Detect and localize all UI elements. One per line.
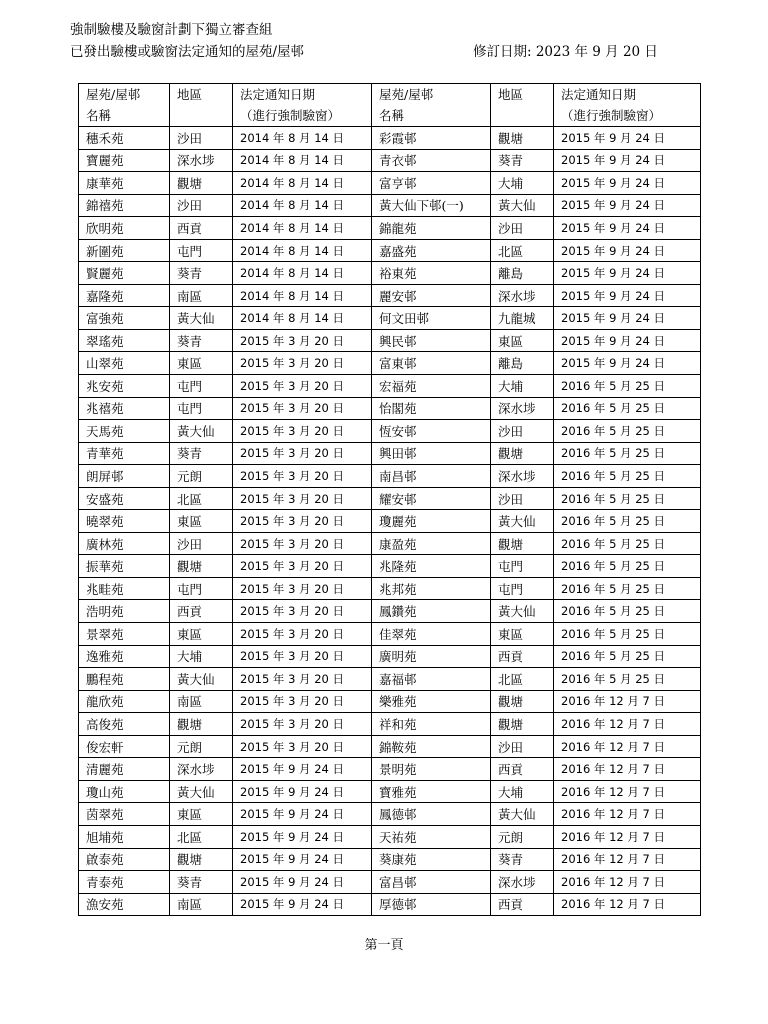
cell-notice-date: 2016 年 12 月 7 日: [554, 758, 701, 781]
cell-district: 東區: [491, 623, 554, 646]
cell-district: 東區: [170, 623, 233, 646]
cell-district: 黃大仙: [170, 307, 233, 330]
cell-notice-date: 2016 年 5 月 25 日: [554, 510, 701, 533]
table-row: [79, 307, 701, 330]
cell-notice-date: 2015 年 3 月 20 日: [233, 375, 372, 398]
cell-district: 觀塘: [170, 713, 233, 736]
cell-notice-date: 2015 年 3 月 20 日: [233, 600, 372, 623]
table-row: [79, 262, 701, 285]
cell-notice-date: 2015 年 3 月 20 日: [233, 555, 372, 578]
cell-notice-date: 2015 年 9 月 24 日: [233, 848, 372, 871]
revision-date: 修訂日期: 2023 年 9 月 20 日: [473, 44, 658, 60]
cell-district: 元朗: [170, 465, 233, 488]
cell-estate-name: 振華苑: [79, 555, 170, 578]
cell-district: 西貢: [170, 217, 233, 240]
cell-district: 觀塘: [170, 172, 233, 195]
header-notice-date: 法定通知日期: [233, 84, 372, 106]
cell-estate-name: 錦禧苑: [79, 194, 170, 217]
cell-notice-date: 2016 年 12 月 7 日: [554, 713, 701, 736]
cell-notice-date: 2016 年 12 月 7 日: [554, 848, 701, 871]
table-row: [79, 352, 701, 375]
cell-district: 深水埗: [170, 758, 233, 781]
cell-notice-date: 2014 年 8 月 14 日: [233, 127, 372, 150]
cell-estate-name: 何文田邨: [372, 307, 491, 330]
cell-district: 北區: [170, 825, 233, 848]
cell-estate-name: 麗安邨: [372, 284, 491, 307]
cell-estate-name: 清麗苑: [79, 758, 170, 781]
cell-estate-name: 景翠苑: [79, 623, 170, 646]
table-body: [79, 127, 701, 916]
cell-estate-name: 彩霞邨: [372, 127, 491, 150]
cell-estate-name: 樂雅苑: [372, 690, 491, 713]
cell-district: 屯門: [170, 239, 233, 262]
cell-estate-name: 兆畦苑: [79, 577, 170, 600]
cell-notice-date: 2015 年 9 月 24 日: [554, 284, 701, 307]
table-row: [79, 645, 701, 668]
cell-estate-name: 興民邨: [372, 329, 491, 352]
cell-district: 沙田: [491, 735, 554, 758]
header-estate-name-2: 屋苑/屋邨: [372, 84, 491, 106]
cell-district: 觀塘: [170, 555, 233, 578]
table-row: [79, 668, 701, 691]
table-row: [79, 532, 701, 555]
cell-notice-date: 2014 年 8 月 14 日: [233, 239, 372, 262]
cell-notice-date: 2016 年 5 月 25 日: [554, 577, 701, 600]
cell-district: 黃大仙: [170, 668, 233, 691]
cell-estate-name: 賢麗苑: [79, 262, 170, 285]
cell-district: 南區: [170, 284, 233, 307]
cell-estate-name: 青泰苑: [79, 871, 170, 894]
table-row: [79, 397, 701, 420]
cell-estate-name: 寶麗苑: [79, 149, 170, 172]
cell-notice-date: 2016 年 5 月 25 日: [554, 623, 701, 646]
cell-district: 南區: [170, 690, 233, 713]
cell-notice-date: 2016 年 5 月 25 日: [554, 600, 701, 623]
table-row: [79, 893, 701, 916]
cell-notice-date: 2016 年 12 月 7 日: [554, 735, 701, 758]
cell-estate-name: 新圍苑: [79, 239, 170, 262]
cell-notice-date: 2015 年 3 月 20 日: [233, 510, 372, 533]
cell-notice-date: 2015 年 9 月 24 日: [233, 803, 372, 826]
cell-notice-date: 2015 年 9 月 24 日: [233, 893, 372, 916]
cell-notice-date: 2015 年 3 月 20 日: [233, 465, 372, 488]
cell-district: 九龍城: [491, 307, 554, 330]
cell-district: 屯門: [170, 577, 233, 600]
table-row: [79, 600, 701, 623]
cell-estate-name: 朗屏邨: [79, 465, 170, 488]
cell-estate-name: 厚德邨: [372, 893, 491, 916]
cell-notice-date: 2015 年 3 月 20 日: [233, 352, 372, 375]
cell-estate-name: 青衣邨: [372, 149, 491, 172]
cell-district: 東區: [170, 803, 233, 826]
table-row: [79, 825, 701, 848]
cell-estate-name: 山翠苑: [79, 352, 170, 375]
header-district-2: 地區: [491, 84, 554, 127]
cell-notice-date: 2015 年 3 月 20 日: [233, 668, 372, 691]
table-row: [79, 555, 701, 578]
cell-estate-name: 鵬程苑: [79, 668, 170, 691]
cell-notice-date: 2016 年 5 月 25 日: [554, 465, 701, 488]
cell-notice-date: 2016 年 12 月 7 日: [554, 893, 701, 916]
cell-notice-date: 2015 年 9 月 24 日: [554, 262, 701, 285]
cell-estate-name: 瓊山苑: [79, 780, 170, 803]
cell-district: 元朗: [170, 735, 233, 758]
cell-district: 大埔: [491, 780, 554, 803]
cell-district: 屯門: [491, 577, 554, 600]
cell-estate-name: 曉翠苑: [79, 510, 170, 533]
cell-notice-date: 2015 年 9 月 24 日: [233, 758, 372, 781]
cell-district: 沙田: [491, 487, 554, 510]
table-row: [79, 420, 701, 443]
cell-estate-name: 龍欣苑: [79, 690, 170, 713]
cell-notice-date: 2015 年 9 月 24 日: [554, 217, 701, 240]
cell-estate-name: 怡閣苑: [372, 397, 491, 420]
cell-district: 沙田: [170, 127, 233, 150]
cell-district: 黃大仙: [491, 803, 554, 826]
cell-notice-date: 2015 年 9 月 24 日: [554, 239, 701, 262]
cell-district: 大埔: [170, 645, 233, 668]
header-notice-date-sub-2: （進行強制驗窗）: [554, 105, 701, 127]
cell-district: 葵青: [170, 262, 233, 285]
cell-district: 深水埗: [170, 149, 233, 172]
cell-notice-date: 2016 年 12 月 7 日: [554, 780, 701, 803]
cell-notice-date: 2015 年 9 月 24 日: [554, 194, 701, 217]
header-notice-date-2: 法定通知日期: [554, 84, 701, 106]
cell-notice-date: 2015 年 3 月 20 日: [233, 577, 372, 600]
cell-notice-date: 2015 年 3 月 20 日: [233, 623, 372, 646]
cell-notice-date: 2015 年 3 月 20 日: [233, 487, 372, 510]
cell-estate-name: 嘉隆苑: [79, 284, 170, 307]
cell-estate-name: 黃大仙下邨(一): [372, 194, 491, 217]
cell-estate-name: 鳳德邨: [372, 803, 491, 826]
cell-district: 葵青: [170, 442, 233, 465]
cell-estate-name: 康華苑: [79, 172, 170, 195]
cell-estate-name: 廣林苑: [79, 532, 170, 555]
cell-district: 觀塘: [170, 848, 233, 871]
cell-district: 北區: [170, 487, 233, 510]
cell-district: 黃大仙: [170, 780, 233, 803]
cell-estate-name: 天祐苑: [372, 825, 491, 848]
header-estate-name-sub: 名稱: [79, 105, 170, 127]
cell-district: 西貢: [491, 645, 554, 668]
cell-district: 東區: [491, 329, 554, 352]
cell-estate-name: 兆邦苑: [372, 577, 491, 600]
cell-notice-date: 2015 年 3 月 20 日: [233, 645, 372, 668]
cell-district: 葵青: [491, 848, 554, 871]
table-row: [79, 510, 701, 533]
cell-notice-date: 2015 年 3 月 20 日: [233, 690, 372, 713]
cell-district: 觀塘: [491, 690, 554, 713]
cell-estate-name: 兆安苑: [79, 375, 170, 398]
table-row: [79, 375, 701, 398]
cell-district: 沙田: [170, 194, 233, 217]
cell-district: 南區: [170, 893, 233, 916]
cell-notice-date: 2016 年 12 月 7 日: [554, 825, 701, 848]
table-row: [79, 465, 701, 488]
cell-estate-name: 翠瑤苑: [79, 329, 170, 352]
cell-estate-name: 富強苑: [79, 307, 170, 330]
cell-estate-name: 裕東苑: [372, 262, 491, 285]
table-row: [79, 735, 701, 758]
cell-estate-name: 葵康苑: [372, 848, 491, 871]
cell-district: 深水埗: [491, 871, 554, 894]
header-estate-name-sub-2: 名稱: [372, 105, 491, 127]
cell-notice-date: 2015 年 3 月 20 日: [233, 397, 372, 420]
table-row: [79, 803, 701, 826]
cell-estate-name: 南昌邨: [372, 465, 491, 488]
table-row: [79, 127, 701, 150]
cell-notice-date: 2016 年 5 月 25 日: [554, 397, 701, 420]
cell-district: 葵青: [170, 871, 233, 894]
cell-estate-name: 康盈苑: [372, 532, 491, 555]
cell-estate-name: 廣明苑: [372, 645, 491, 668]
cell-estate-name: 錦鞍苑: [372, 735, 491, 758]
cell-estate-name: 耀安邨: [372, 487, 491, 510]
table-row: [79, 487, 701, 510]
cell-district: 深水埗: [491, 397, 554, 420]
cell-district: 深水埗: [491, 465, 554, 488]
cell-notice-date: 2014 年 8 月 14 日: [233, 149, 372, 172]
cell-notice-date: 2014 年 8 月 14 日: [233, 172, 372, 195]
cell-district: 西貢: [491, 893, 554, 916]
table-row: [79, 758, 701, 781]
cell-notice-date: 2014 年 8 月 14 日: [233, 307, 372, 330]
cell-estate-name: 旭埔苑: [79, 825, 170, 848]
table-row: [79, 848, 701, 871]
cell-district: 沙田: [491, 217, 554, 240]
table-row: [79, 194, 701, 217]
cell-notice-date: 2015 年 3 月 20 日: [233, 532, 372, 555]
cell-district: 離島: [491, 352, 554, 375]
cell-notice-date: 2016 年 5 月 25 日: [554, 487, 701, 510]
cell-notice-date: 2015 年 9 月 24 日: [554, 127, 701, 150]
cell-estate-name: 鳳鑽苑: [372, 600, 491, 623]
cell-notice-date: 2015 年 9 月 24 日: [554, 307, 701, 330]
cell-estate-name: 穗禾苑: [79, 127, 170, 150]
cell-district: 觀塘: [491, 713, 554, 736]
table-row: [79, 149, 701, 172]
cell-notice-date: 2014 年 8 月 14 日: [233, 284, 372, 307]
cell-notice-date: 2016 年 12 月 7 日: [554, 803, 701, 826]
cell-estate-name: 兆隆苑: [372, 555, 491, 578]
cell-notice-date: 2016 年 5 月 25 日: [554, 375, 701, 398]
cell-notice-date: 2016 年 5 月 25 日: [554, 668, 701, 691]
cell-estate-name: 啟泰苑: [79, 848, 170, 871]
cell-estate-name: 富亨邨: [372, 172, 491, 195]
header-estate-name: 屋苑/屋邨: [79, 84, 170, 106]
page-number: 第一頁: [364, 938, 404, 953]
cell-notice-date: 2015 年 9 月 24 日: [554, 329, 701, 352]
cell-notice-date: 2016 年 5 月 25 日: [554, 442, 701, 465]
cell-district: 屯門: [170, 375, 233, 398]
cell-notice-date: 2014 年 8 月 14 日: [233, 217, 372, 240]
cell-estate-name: 錦龍苑: [372, 217, 491, 240]
cell-estate-name: 瓊麗苑: [372, 510, 491, 533]
cell-district: 葵青: [170, 329, 233, 352]
cell-district: 沙田: [170, 532, 233, 555]
table-row: [79, 577, 701, 600]
cell-district: 西貢: [170, 600, 233, 623]
cell-notice-date: 2014 年 8 月 14 日: [233, 262, 372, 285]
cell-estate-name: 兆禧苑: [79, 397, 170, 420]
table-row: [79, 284, 701, 307]
cell-estate-name: 漁安苑: [79, 893, 170, 916]
table-row: [79, 690, 701, 713]
cell-district: 大埔: [491, 375, 554, 398]
cell-estate-name: 高俊苑: [79, 713, 170, 736]
document-subtitle: 已發出驗樓或驗窗法定通知的屋苑/屋邨: [70, 44, 305, 60]
cell-district: 深水埗: [491, 284, 554, 307]
cell-district: 黃大仙: [170, 420, 233, 443]
cell-district: 葵青: [491, 149, 554, 172]
cell-district: 北區: [491, 668, 554, 691]
cell-estate-name: 嘉福邨: [372, 668, 491, 691]
cell-notice-date: 2015 年 3 月 20 日: [233, 735, 372, 758]
cell-notice-date: 2016 年 12 月 7 日: [554, 690, 701, 713]
cell-district: 觀塘: [491, 127, 554, 150]
cell-district: 離島: [491, 262, 554, 285]
header-district: 地區: [170, 84, 233, 127]
cell-estate-name: 宏福苑: [372, 375, 491, 398]
cell-district: 黃大仙: [491, 510, 554, 533]
table-row: [79, 623, 701, 646]
cell-estate-name: 欣明苑: [79, 217, 170, 240]
cell-district: 觀塘: [491, 532, 554, 555]
cell-notice-date: 2015 年 9 月 24 日: [233, 871, 372, 894]
cell-notice-date: 2015 年 9 月 24 日: [554, 172, 701, 195]
cell-district: 大埔: [491, 172, 554, 195]
cell-notice-date: 2015 年 3 月 20 日: [233, 329, 372, 352]
cell-estate-name: 興田邨: [372, 442, 491, 465]
cell-notice-date: 2016 年 12 月 7 日: [554, 871, 701, 894]
cell-estate-name: 茵翠苑: [79, 803, 170, 826]
cell-estate-name: 逸雅苑: [79, 645, 170, 668]
table-row: [79, 172, 701, 195]
table-row: [79, 217, 701, 240]
table-row: [79, 713, 701, 736]
cell-estate-name: 祥和苑: [372, 713, 491, 736]
cell-estate-name: 佳翠苑: [372, 623, 491, 646]
notice-table: [78, 83, 701, 916]
header-notice-date-sub: （進行強制驗窗）: [233, 105, 372, 127]
cell-district: 西貢: [491, 758, 554, 781]
cell-estate-name: 寶雅苑: [372, 780, 491, 803]
cell-district: 沙田: [491, 420, 554, 443]
cell-notice-date: 2015 年 3 月 20 日: [233, 442, 372, 465]
cell-notice-date: 2015 年 9 月 24 日: [554, 149, 701, 172]
cell-district: 東區: [170, 510, 233, 533]
table-row: [79, 239, 701, 262]
cell-district: 黃大仙: [491, 194, 554, 217]
cell-district: 北區: [491, 239, 554, 262]
cell-notice-date: 2015 年 9 月 24 日: [233, 780, 372, 803]
cell-estate-name: 青華苑: [79, 442, 170, 465]
cell-notice-date: 2015 年 9 月 24 日: [233, 825, 372, 848]
document-title: 強制驗樓及驗窗計劃下獨立審查組: [70, 22, 273, 38]
cell-district: 黃大仙: [491, 600, 554, 623]
cell-district: 觀塘: [491, 442, 554, 465]
cell-notice-date: 2016 年 5 月 25 日: [554, 532, 701, 555]
cell-district: 東區: [170, 352, 233, 375]
table-row: [79, 329, 701, 352]
cell-district: 屯門: [491, 555, 554, 578]
cell-estate-name: 富昌邨: [372, 871, 491, 894]
cell-notice-date: 2016 年 5 月 25 日: [554, 420, 701, 443]
cell-district: 元朗: [491, 825, 554, 848]
cell-estate-name: 富東邨: [372, 352, 491, 375]
cell-notice-date: 2015 年 3 月 20 日: [233, 420, 372, 443]
table-row: [79, 442, 701, 465]
cell-estate-name: 景明苑: [372, 758, 491, 781]
table-row: [79, 780, 701, 803]
cell-estate-name: 恆安邨: [372, 420, 491, 443]
cell-estate-name: 安盛苑: [79, 487, 170, 510]
cell-estate-name: 浩明苑: [79, 600, 170, 623]
cell-notice-date: 2015 年 9 月 24 日: [554, 352, 701, 375]
table-row: [79, 871, 701, 894]
cell-district: 屯門: [170, 397, 233, 420]
cell-estate-name: 俊宏軒: [79, 735, 170, 758]
cell-notice-date: 2016 年 5 月 25 日: [554, 645, 701, 668]
cell-estate-name: 嘉盛苑: [372, 239, 491, 262]
cell-notice-date: 2015 年 3 月 20 日: [233, 713, 372, 736]
cell-estate-name: 天馬苑: [79, 420, 170, 443]
cell-notice-date: 2014 年 8 月 14 日: [233, 194, 372, 217]
cell-notice-date: 2016 年 5 月 25 日: [554, 555, 701, 578]
